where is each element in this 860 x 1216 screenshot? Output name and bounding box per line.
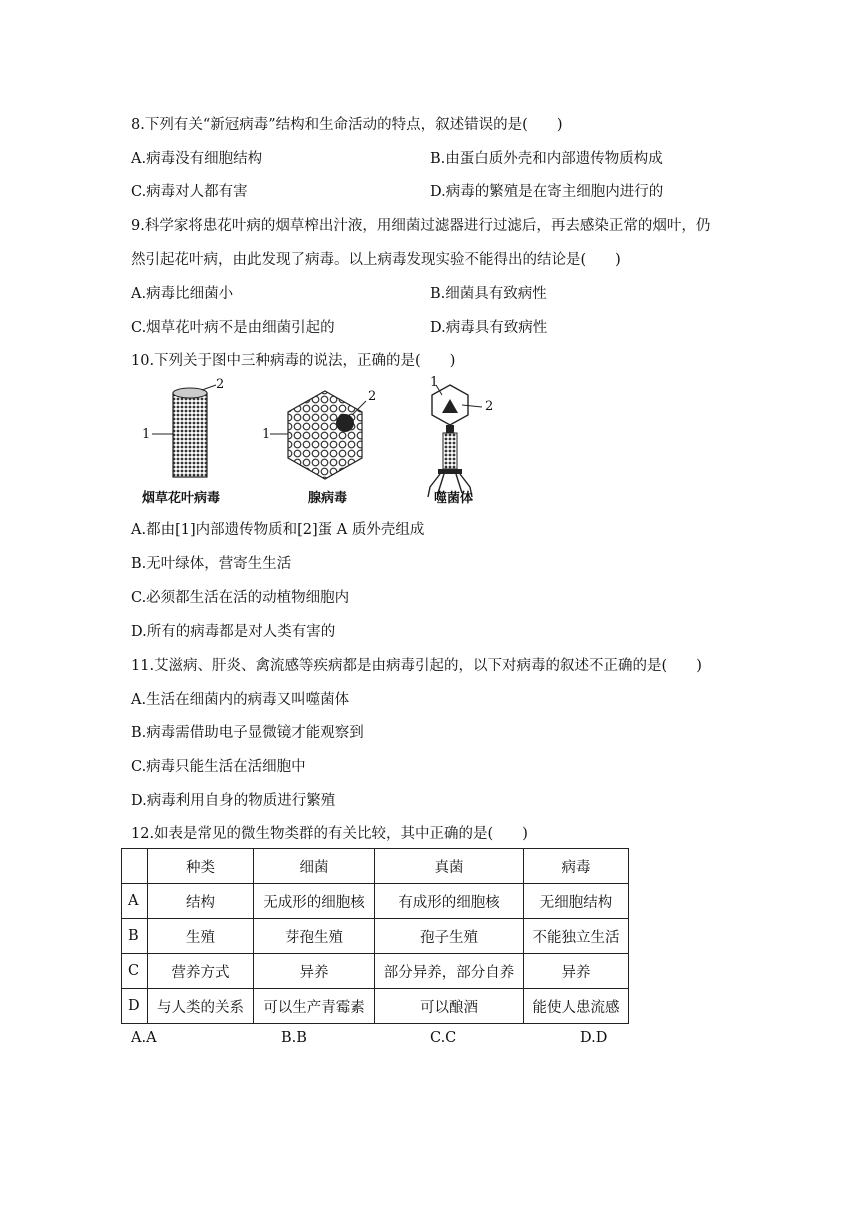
- table-header-cell: 病毒: [524, 849, 629, 884]
- q8-option-a: A.病毒没有细胞结构: [131, 151, 263, 167]
- table-cell: 无细胞结构: [524, 884, 629, 919]
- table-header-cell: [122, 849, 148, 884]
- q12-option-c: C.C: [430, 1030, 457, 1046]
- q8-option-b: B.由蛋白质外壳和内部遗传物质构成: [430, 151, 663, 167]
- q9-stem-line2: 然引起花叶病，由此发现了病毒。以上病毒发现实验不能得出的结论是( ): [131, 252, 621, 268]
- table-cell: 可以酿酒: [375, 989, 524, 1024]
- q11-stem: 11.艾滋病、肝炎、禽流感等疾病都是由病毒引起的，以下对病毒的叙述不正确的是( ): [131, 658, 702, 674]
- q11-option-b: B.病毒需借助电子显微镜才能观察到: [131, 725, 364, 741]
- caption-adenovirus: 腺病毒: [308, 491, 348, 506]
- table-cell: B: [122, 919, 148, 954]
- q12-stem: 12.如表是常见的微生物类群的有关比较，其中正确的是( ): [131, 826, 528, 842]
- table-cell: A: [122, 884, 148, 919]
- table-cell: 孢子生殖: [375, 919, 524, 954]
- q12-option-b: B.B: [281, 1030, 307, 1046]
- q10-stem: 10.下列关于图中三种病毒的说法，正确的是( ): [131, 353, 456, 369]
- table-row: [122, 884, 629, 919]
- q12-option-a: A.A: [131, 1030, 157, 1046]
- table-cell: 部分异养，部分自养: [375, 954, 524, 989]
- label-1-phage: 1: [430, 375, 439, 390]
- q10-option-a: A.都由[1]内部遗传物质和[2]蛋 A 质外壳组成: [131, 522, 425, 538]
- table-header-cell: 种类: [148, 849, 254, 884]
- bacteriophage-drawing: [428, 385, 482, 497]
- q10-option-d: D.所有的病毒都是对人类有害的: [131, 624, 336, 640]
- adenovirus-drawing: [270, 391, 366, 479]
- table-cell: 可以生产青霉素: [254, 989, 375, 1024]
- table-cell: 营养方式: [148, 954, 254, 989]
- virus-figure: [140, 377, 510, 505]
- table-cell: 异养: [254, 954, 375, 989]
- q11-option-d: D.病毒利用自身的物质进行繁殖: [131, 793, 336, 809]
- table-cell: 与人类的关系: [148, 989, 254, 1024]
- q9-stem-line1: 9.科学家将患花叶病的烟草榨出汁液，用细菌过滤器进行过滤后，再去感染正常的烟叶，仍: [131, 218, 711, 234]
- microbe-comparison-table: [121, 848, 629, 1024]
- label-2-tmv: 2: [216, 377, 225, 392]
- table-cell: 芽孢生殖: [254, 919, 375, 954]
- caption-tobacco-mosaic-virus: 烟草花叶病毒: [142, 491, 221, 506]
- q9-option-d: D.病毒具有致病性: [430, 320, 548, 336]
- label-2-adenovirus: 2: [368, 389, 377, 404]
- q8-option-c: C.病毒对人都有害: [131, 184, 248, 200]
- table-cell: 生殖: [148, 919, 254, 954]
- table-cell: 有成形的细胞核: [375, 884, 524, 919]
- q11-option-c: C.病毒只能生活在活细胞中: [131, 759, 306, 775]
- q8-option-d: D.病毒的繁殖是在寄主细胞内进行的: [430, 184, 664, 200]
- virus-illustration: [140, 377, 510, 505]
- table-row: [122, 989, 629, 1024]
- label-2-phage: 2: [485, 399, 494, 414]
- table-cell: 不能独立生活: [524, 919, 629, 954]
- label-1-tmv: 1: [142, 427, 151, 442]
- table-cell: C: [122, 954, 148, 989]
- q9-option-a: A.病毒比细菌小: [131, 286, 234, 302]
- table-row: [122, 954, 629, 989]
- label-1-adenovirus: 1: [262, 427, 271, 442]
- q10-option-b: B.无叶绿体，营寄生生活: [131, 556, 292, 572]
- q8-stem: 8.下列有关“新冠病毒”结构和生命活动的特点，叙述错误的是( ): [131, 117, 563, 133]
- q9-option-c: C.烟草花叶病不是由细菌引起的: [131, 320, 335, 336]
- table-cell: 结构: [148, 884, 254, 919]
- q9-option-b: B.细菌具有致病性: [430, 286, 547, 302]
- q10-option-c: C.必须都生活在活的动植物细胞内: [131, 590, 350, 606]
- table-header-row: [122, 849, 629, 884]
- q12-option-d: D.D: [580, 1030, 608, 1046]
- table-header-cell: 细菌: [254, 849, 375, 884]
- q11-option-a: A.生活在细菌内的病毒又叫噬菌体: [131, 692, 350, 708]
- table-cell: D: [122, 989, 148, 1024]
- caption-bacteriophage: 噬菌体: [434, 491, 474, 506]
- table-cell: 异养: [524, 954, 629, 989]
- table-row: [122, 919, 629, 954]
- table-cell: 能使人患流感: [524, 989, 629, 1024]
- table-cell: 无成形的细胞核: [254, 884, 375, 919]
- tobacco-mosaic-virus-drawing: [152, 385, 216, 477]
- table-header-cell: 真菌: [375, 849, 524, 884]
